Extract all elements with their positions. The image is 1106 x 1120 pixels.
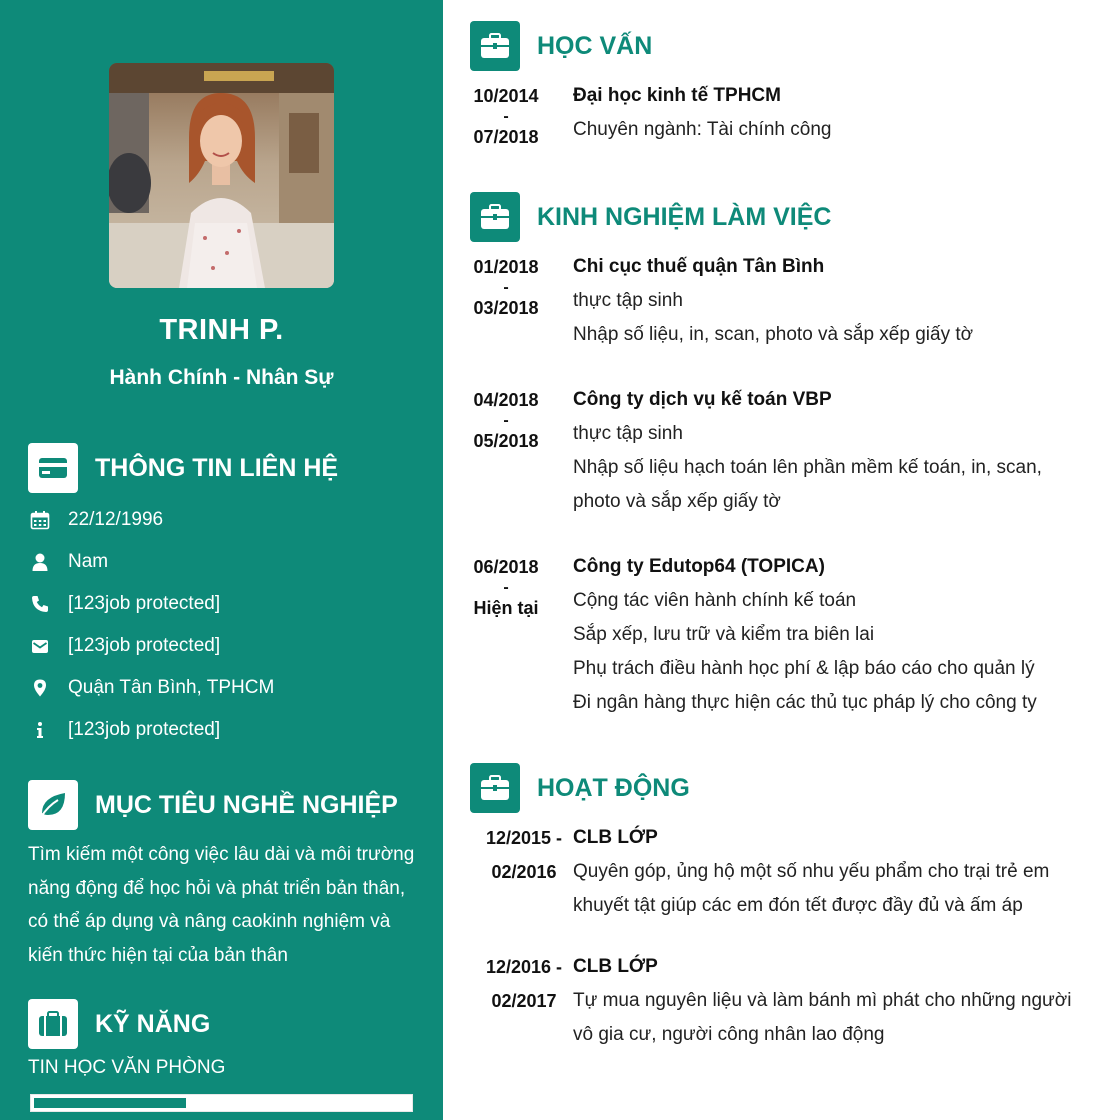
entry-dates xyxy=(470,84,542,149)
contact-item-address xyxy=(30,667,430,709)
entry-body xyxy=(573,955,1093,1052)
entry-line: Cộng tác viên hành chính kế toán xyxy=(573,590,857,611)
date-from: 01/2018 xyxy=(473,257,539,277)
entry-line: Nhập số liệu hạch toán lên phần mềm kế toán, in, scan, photo và sắp xếp giấy tờ xyxy=(573,457,1042,512)
date-to: 02/2016 xyxy=(491,862,557,882)
date-separator: - xyxy=(503,108,509,125)
contact-text: [123job protected] xyxy=(68,593,221,614)
sidebar xyxy=(0,0,443,1120)
date-separator: - xyxy=(503,279,509,296)
profile-photo xyxy=(109,63,334,288)
contact-text: [123job protected] xyxy=(68,635,221,656)
date-from: 04/2018 xyxy=(473,390,539,410)
entry-body xyxy=(573,255,1093,352)
entry-dates xyxy=(470,255,542,320)
contact-item-info xyxy=(30,709,430,751)
contact-text: 22/12/1996 xyxy=(68,509,164,530)
briefcase-icon xyxy=(470,763,520,813)
entry-line: Chuyên ngành: Tài chính công xyxy=(573,119,832,140)
profile-role: Hành Chính - Nhân Sự xyxy=(109,366,334,389)
education-heading xyxy=(470,21,652,71)
date-to: 02/2017 xyxy=(491,991,557,1011)
entry-body xyxy=(573,388,1093,519)
calendar-icon xyxy=(30,506,58,534)
contact-text: Nam xyxy=(68,551,109,572)
envelope-icon xyxy=(30,632,58,660)
entry-line: Sắp xếp, lưu trữ và kiểm tra biên lai xyxy=(573,624,875,645)
entry-line: Phụ trách điều hành học phí & lập báo cáo cho quản lý xyxy=(573,658,1035,679)
info-icon xyxy=(30,716,58,744)
experience-heading xyxy=(470,192,831,242)
entry-line: thực tập sinh xyxy=(573,290,683,311)
entry-title: CLB LỚP xyxy=(573,956,658,977)
contact-item-gender xyxy=(30,541,430,583)
education-heading-text: HỌC VẤN xyxy=(537,31,653,60)
entry-dates xyxy=(476,826,572,884)
entry-line: Đi ngân hàng thực hiện các thủ tục pháp lý cho công ty xyxy=(573,692,1037,713)
contact-text: Quận Tân Bình, TPHCM xyxy=(68,677,275,698)
date-from: 06/2018 xyxy=(473,557,539,577)
contact-item-birthday xyxy=(30,499,430,541)
entry-title: CLB LỚP xyxy=(573,827,658,848)
entry-dates xyxy=(470,388,542,453)
activities-heading xyxy=(470,763,690,813)
main-content xyxy=(443,0,1106,1120)
contact-text: [123job protected] xyxy=(68,719,221,740)
entry-title: Công ty dịch vụ kế toán VBP xyxy=(573,389,832,410)
entry-line: Nhập số liệu, in, scan, photo và sắp xếp giấy tờ xyxy=(573,324,974,345)
entry-dates xyxy=(476,955,572,1013)
skills-heading xyxy=(28,999,210,1049)
date-to: Hiện tại xyxy=(473,598,539,618)
credit-card-icon xyxy=(28,443,78,493)
date-separator: - xyxy=(503,412,509,429)
entry-dates xyxy=(470,555,542,620)
skill-level-fill xyxy=(34,1098,186,1108)
entry-title: Chi cục thuế quận Tân Bình xyxy=(573,256,825,277)
contact-heading xyxy=(28,443,338,493)
date-from: 10/2014 xyxy=(473,86,539,106)
date-to: 07/2018 xyxy=(473,127,539,147)
contact-item-email xyxy=(30,625,430,667)
date-to: 05/2018 xyxy=(473,431,539,451)
contact-item-phone xyxy=(30,583,430,625)
profile-name: TRINH P. xyxy=(159,314,284,346)
date-separator: - xyxy=(503,579,509,596)
entry-line: Quyên góp, ủng hộ một số nhu yếu phẩm cho trại trẻ em khuyết tật giúp các em đón tết được đầy đủ và ấm áp xyxy=(573,861,1050,916)
date-to: 03/2018 xyxy=(473,298,539,318)
date-from: 12/2016 - xyxy=(485,957,563,977)
user-icon xyxy=(30,548,58,576)
entry-body xyxy=(573,555,1093,720)
entry-line: Tự mua nguyên liệu và làm bánh mì phát cho những người vô gia cư, người công nhân lao động xyxy=(573,990,1072,1045)
leaf-icon xyxy=(28,780,78,830)
entry-body xyxy=(573,826,1093,923)
skill-level-bar xyxy=(30,1094,413,1112)
entry-title: Công ty Edutop64 (TOPICA) xyxy=(573,556,825,577)
map-marker-icon xyxy=(30,674,58,702)
contact-heading-text: THÔNG TIN LIÊN HỆ xyxy=(95,453,339,482)
date-from: 12/2015 - xyxy=(485,828,563,848)
objective-heading xyxy=(28,780,398,830)
objective-text: Tìm kiếm một công việc lâu dài và môi trường năng động để học hỏi và phát triển bản thân, có thể áp dụng và nâng caokinh nghiệm và kiến thức hiện tại của bản thân xyxy=(28,844,415,966)
contact-list xyxy=(30,499,430,751)
experience-heading-text: KINH NGHIỆM LÀM VIỆC xyxy=(537,202,832,231)
entry-line: thực tập sinh xyxy=(573,423,683,444)
briefcase-icon xyxy=(28,999,78,1049)
objective-heading-text: MỤC TIÊU NGHỀ NGHIỆP xyxy=(95,790,398,819)
activities-heading-text: HOẠT ĐỘNG xyxy=(537,773,690,802)
entry-title: Đại học kinh tế TPHCM xyxy=(573,85,781,106)
briefcase-icon xyxy=(470,192,520,242)
phone-icon xyxy=(30,590,58,618)
skill-name: TIN HỌC VĂN PHÒNG xyxy=(28,1057,226,1078)
entry-body xyxy=(573,84,1093,147)
skills-heading-text: KỸ NĂNG xyxy=(95,1009,211,1038)
briefcase-icon xyxy=(470,21,520,71)
